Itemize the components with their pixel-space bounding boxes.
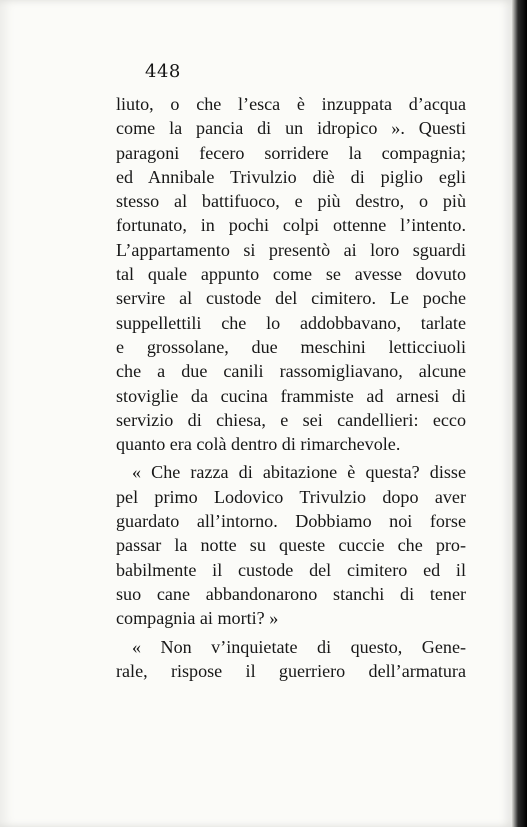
- text-line: tal quale appunto come se avesse dovuto: [116, 264, 466, 285]
- text-line: che a due canili rassomigliavano, alcune: [116, 361, 466, 382]
- text-line: paragoni fecero sorridere la compagnia;: [116, 142, 466, 163]
- text-block: [116, 92, 466, 683]
- page-edge: [512, 0, 527, 827]
- text-line: quanto era colà dentro di rimarchevole.: [116, 434, 401, 455]
- text-line: come la pancia di un idropico ». Questi: [116, 118, 466, 139]
- text-line: suppellettili che lo addobbavano, tarlate: [116, 312, 466, 333]
- text-line: e grossolane, due meschini letticciuoli: [116, 336, 466, 357]
- text-line: stoviglie da cucina frammiste ad arnesi di: [116, 385, 466, 406]
- text-line: rale, rispose il guerriero dell’armatura: [116, 660, 466, 681]
- text-line: ed Annibale Trivulzio diè di piglio egli: [116, 166, 466, 187]
- text-line: servizio di chiesa, e sei candellieri: ecco: [116, 409, 466, 430]
- text-line: fortunato, in pochi colpi ottenne l’intento.: [116, 215, 466, 236]
- page-number: 448: [145, 61, 181, 82]
- text-line: compagnia ai morti? »: [116, 608, 279, 629]
- text-line: pel primo Lodovico Trivulzio dopo aver: [116, 486, 466, 507]
- text-line: passar la notte su queste cuccie che pro-: [116, 535, 466, 556]
- text-line: stesso al battifuoco, e più destro, o più: [116, 191, 466, 212]
- text-line: liuto, o che l’esca è inzuppata d’acqua: [116, 94, 466, 114]
- text-line: « Che razza di abitazione è questa? disse: [132, 462, 466, 483]
- text-line: servire al custode del cimitero. Le poche: [116, 288, 466, 309]
- text-line: babilmente il custode del cimitero ed il: [116, 559, 466, 580]
- text-line: « Non v’inquietate di questo, Gene-: [132, 636, 466, 657]
- text-line: L’appartamento si presentò ai loro sguardi: [116, 239, 466, 260]
- text-line: suo cane abbandonarono stanchi di tener: [116, 583, 466, 604]
- text-line: guardato all’intorno. Dobbiamo noi forse: [116, 511, 466, 532]
